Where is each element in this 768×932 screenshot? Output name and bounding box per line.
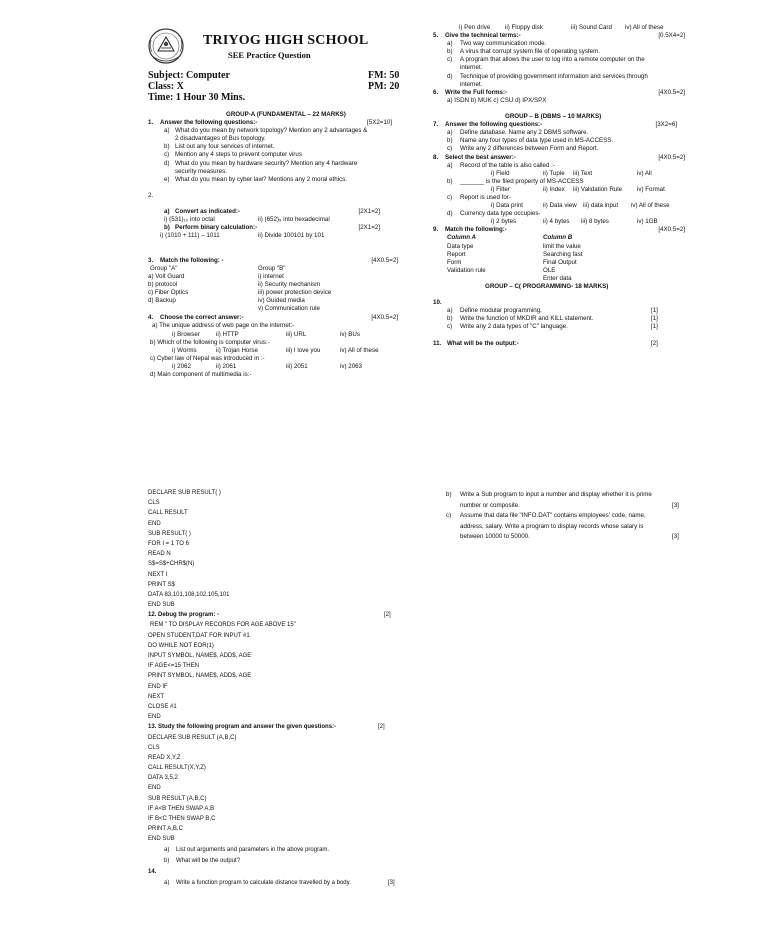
mcq-option: iii) Text — [573, 169, 593, 177]
question-marks: [1] — [651, 307, 658, 315]
question-marks: [2] — [384, 612, 391, 619]
item-letter: c) — [447, 56, 453, 64]
item-letter: c) — [447, 323, 453, 331]
item-text: Report is used for- — [460, 193, 511, 201]
mcq-option: ii) Floppy disk — [505, 24, 543, 31]
code-line: IF A<B THEN SWAP A,B — [148, 805, 215, 812]
question-marks: [4X0.5=2] — [371, 314, 398, 322]
item-letter: a) — [164, 208, 170, 216]
mcq-option: iii) URL — [286, 330, 307, 338]
class-line: Class: X — [148, 81, 184, 92]
item-text: List out any four services of internet. — [175, 143, 275, 151]
question-8 — [433, 154, 685, 162]
question-marks: [3] — [672, 501, 679, 509]
mcq-option: ii) 2061 — [216, 362, 237, 370]
code-line: END — [148, 785, 161, 792]
code-line: DECLARE SUB RESULT (A,B,C) — [148, 734, 237, 741]
code-line: PRINT A,B,C — [148, 826, 183, 833]
item-letter: d) — [164, 159, 170, 167]
question-marks: [1] — [651, 323, 658, 331]
item-text: A virus that corrupt system file of operating system. — [460, 48, 600, 56]
item-letter: c) — [447, 145, 453, 153]
item-text: Write any 2 differences between Form and Report. — [460, 145, 599, 153]
match-a-item: d) Backup — [148, 297, 176, 305]
item-text: Write any 2 data types of "C" language. — [460, 323, 568, 331]
item-text-cont: between 10000 to 50000. — [460, 533, 530, 540]
match-a-item: a) Volt Guard — [148, 272, 185, 280]
time-line: Time: 1 Hour 30 Mins. — [148, 92, 246, 103]
question-number: 2. — [148, 191, 154, 199]
code-line: CALL RESULT(X,Y,Z) — [148, 765, 206, 772]
question-text: What will be the output:- — [447, 339, 519, 347]
item-letter: a) — [447, 161, 453, 169]
pass-marks: PM: 20 — [368, 81, 400, 92]
item-text: _______ is the filed property of MS-ACCESS — [460, 177, 584, 185]
code-line: IF AGE<=15 THEN — [148, 663, 199, 670]
option: ii) Divide 100101 by 101 — [258, 232, 325, 240]
question-marks: [4X0.5=2] — [658, 153, 685, 161]
question-number: 7. — [433, 121, 439, 129]
match-b-item: Searching fast — [543, 250, 583, 258]
match-b-item: i) internet — [258, 272, 284, 280]
mcq-option: iii) 8 bytes — [581, 218, 609, 226]
school-name: TRIYOG HIGH SCHOOL — [203, 33, 369, 48]
code-line: END IF — [148, 683, 168, 690]
item-letter: c) — [164, 151, 170, 159]
question-marks: [4X0.5=2] — [371, 256, 398, 264]
item-letter: b) — [164, 143, 170, 151]
mcq-option: iii) I love you — [286, 346, 321, 354]
question-marks: [4X0.5=2] — [658, 226, 685, 234]
match-a-item: Validation rule — [447, 266, 486, 274]
code-line: DECLARE SUB RESULT( ) — [148, 490, 221, 496]
match-b-item: v) Communication rule — [258, 305, 320, 313]
group-a-heading: GROUP-A (FUNDAMENTAL – 22 MARKS) — [226, 111, 346, 118]
item-text: Record of the table is also called :- — [460, 161, 555, 169]
item-letter: a) — [164, 127, 170, 135]
item-letter: b) — [164, 224, 170, 232]
code-line: END — [148, 714, 161, 721]
item-text: What will be the output? — [176, 857, 241, 864]
question-text: Match the following: - — [160, 256, 224, 264]
code-line: SUB RESULT (A,B,C) — [148, 795, 207, 802]
mcq-option: ii) HTTP — [216, 330, 239, 338]
match-a-item: c) Fiber Optics — [148, 289, 189, 297]
question-text: Write the Full forms:- — [445, 88, 508, 96]
question-1 — [146, 119, 398, 127]
item-letter: b) — [447, 177, 453, 185]
item-text: What do you mean by hardware security? Mention any 4 hardware — [175, 159, 358, 167]
item-text: What do you mean by cyber law? Mentions any 2 moral ethics. — [175, 175, 347, 183]
mcq-option: iv) Format — [637, 185, 665, 193]
match-b-item: iv) Guided media — [258, 297, 305, 305]
question-number: 4. — [148, 314, 154, 322]
mcq-stem: c) Cyber law of Nepal was introduced in :- — [150, 354, 265, 362]
mcq-option: iii) Sound Card — [571, 24, 612, 31]
option: ii) (652)₈ into hexadecimal — [258, 216, 330, 224]
mcq-option: iv) 1GB — [637, 218, 658, 226]
item-text: Name any four types of data type used in MS-ACCESS. — [460, 137, 614, 145]
match-b-item: OLE — [543, 266, 556, 274]
code-line: REM " TO DISPLAY RECORDS FOR AGE ABOVE 15" — [150, 622, 296, 629]
code-line: OPEN STUDENT.DAT FOR INPUT #1 — [148, 632, 250, 639]
mcq-option: i) Worms — [172, 346, 197, 354]
item-letter: a) — [164, 846, 170, 853]
question-5 — [433, 32, 685, 40]
item-text: Convert as indicated:- — [175, 208, 240, 216]
match-b-item: limit the value — [543, 242, 581, 250]
question-number: 9. — [433, 226, 439, 234]
mcq-option: ii) 4 bytes — [543, 218, 570, 226]
mcq-option: iii) 2051 — [286, 362, 308, 370]
question-6 — [433, 89, 685, 97]
item-text-cont: 2 disadvantages of Bus topology. — [175, 135, 266, 143]
code-line: DATA 3,5,2 — [148, 775, 178, 782]
question-number: 14. — [148, 868, 157, 875]
question-number: 10. — [433, 299, 442, 307]
code-line: CLS — [148, 500, 160, 507]
item-text-cont: internet. — [460, 80, 483, 88]
code-line: IF B<C THEN SWAP B,C — [148, 816, 216, 822]
mcq-option: ii) Tuple — [543, 169, 565, 177]
code-line: DO WHILE NOT EOR(1) — [148, 642, 214, 649]
item-text: Mention any 4 steps to prevent computer virus — [175, 151, 302, 159]
group-b-label: Group "B" — [258, 264, 286, 272]
item-letter: d) — [447, 210, 453, 218]
item-letter: b) — [164, 857, 170, 864]
code-line: READ X,Y,Z — [148, 754, 181, 761]
left-top-column — [146, 111, 398, 379]
group-c-heading: GROUP – C( PROGRAMMING- 18 MARKS) — [485, 283, 609, 290]
item-letter: a) — [447, 129, 453, 137]
item-letter: a) — [164, 879, 170, 886]
item-letter: e) — [164, 175, 170, 183]
question-marks: [1] — [651, 315, 658, 323]
right-top-column — [433, 24, 685, 348]
code-line: CLOSE #1 — [148, 703, 177, 710]
bottom-right-column — [446, 490, 686, 543]
code-line: CLS — [148, 744, 160, 751]
mcq-option: iii) data input — [583, 202, 619, 210]
item-text-cont: address, salary. Write a program to display records whose salary is — [460, 522, 644, 530]
question-11 — [433, 340, 685, 348]
question-text: 12. Debug the program: - — [148, 612, 220, 619]
mcq-stem: b) Which of the following is computer virus:- — [150, 338, 270, 346]
question-7 — [433, 121, 685, 129]
option: i) (1010 + 111) – 1011 — [160, 232, 220, 240]
mcq-option: iv) 2063 — [340, 362, 363, 370]
item-text: Technique of providing government information and services through — [460, 72, 648, 80]
match-b-item: ii) Security mechanism — [258, 280, 321, 288]
question-number: 5. — [433, 32, 439, 40]
match-b-item: iii) power protection device — [258, 289, 332, 297]
question-text: Answer the following questions:- — [445, 121, 543, 129]
item-text: List out arguments and parameters in the above program. — [176, 846, 330, 853]
item-letter: a) — [447, 40, 453, 48]
code-line: DATA 83,101,108,102,105,101 — [148, 591, 230, 598]
question-marks: [5X2=10] — [367, 119, 392, 127]
full-form-items: a) ISDN b) MUK c) CSU d) IPX/SPX — [447, 96, 547, 104]
item-text: Write a function program to calculate distance travelled by a body. — [176, 879, 351, 886]
code-line: SUB RESULT( ) — [148, 530, 191, 537]
code-line: PRINT SYMBOL, NAME$, ADD$, AGE — [148, 673, 252, 680]
code-line: END SUB — [148, 602, 175, 609]
code-line: CALL RESULT — [148, 510, 188, 517]
question-marks: [2] — [651, 339, 658, 347]
item-text: A program that allows the user to log into a remote computer on the — [460, 56, 645, 64]
mcq-option: ii) Trojan Horse — [216, 346, 258, 354]
item-letter: c) — [447, 193, 453, 201]
code-line: END SUB — [148, 836, 175, 843]
item-letter: a) — [447, 307, 453, 315]
mcq-option: iv) All of these — [631, 202, 670, 210]
item-letter: b) — [447, 137, 453, 145]
item-text: Write the function of MKDIR and KILL statement. — [460, 315, 594, 323]
item-letter: c) — [446, 512, 452, 519]
question-text: Choose the correct answer:- — [160, 314, 244, 322]
code-line: READ N — [148, 551, 171, 558]
question-marks: [0.5X4=2] — [658, 32, 685, 40]
question-marks: [3] — [388, 879, 395, 886]
item-text: Two way communication mode. — [460, 40, 547, 48]
question-marks: [2X1=2] — [358, 208, 380, 216]
mcq-option: iv) BUs — [340, 330, 360, 338]
mcq-option: iv) All of these — [625, 24, 664, 31]
question-9 — [433, 226, 685, 234]
item-text: Define database. Name any 2 DBMS software. — [460, 129, 589, 137]
mcq-option: i) Filter — [491, 185, 510, 193]
item-letter: b) — [447, 48, 453, 56]
question-13 — [148, 722, 408, 732]
question-marks: [2] — [378, 724, 385, 731]
mcq-stem: a) The unique address of web page on the internet:- — [152, 322, 295, 330]
code-line: END — [148, 520, 161, 527]
question-marks: [4X0.5=2] — [658, 88, 685, 96]
question-marks: [3] — [672, 533, 679, 540]
question-number: 8. — [433, 153, 439, 161]
group-a-label: Group "A" — [150, 264, 178, 272]
mcq-option: i) Browser — [172, 330, 200, 338]
item-letter: b) — [446, 491, 452, 498]
mcq-option: ii) Data view — [543, 202, 577, 210]
match-b-item: Enter data — [543, 274, 572, 282]
match-b-item: Final Output — [543, 258, 577, 266]
match-a-item: Data type — [447, 242, 474, 250]
item-text-cont: internet. — [460, 64, 483, 72]
mcq-option: iii) Validation Rule — [573, 185, 623, 193]
item-letter: b) — [447, 315, 453, 323]
question-text: Match the following:- — [445, 226, 507, 234]
code-line: PRINT S$ — [148, 581, 175, 588]
item-text: What do you mean by network topology? Mention any 2 advantages & — [175, 127, 368, 135]
column-a-label: Column A — [447, 234, 476, 242]
question-number: 1. — [148, 119, 154, 127]
mcq-option: iv) All — [637, 169, 652, 177]
item-text: Write a Sub program to input a number and display whether it is prime — [460, 491, 652, 498]
match-a-item: Form — [447, 258, 462, 266]
full-marks: FM: 50 — [368, 70, 400, 81]
question-text: Select the best answer:- — [445, 153, 516, 161]
question-marks: [2X1=2] — [358, 224, 380, 232]
mcq-stem: d) Main component of multimedia is:- — [150, 371, 252, 378]
mcq-option: i) Pen drive — [459, 24, 491, 31]
subject-line: Subject: Computer — [148, 70, 230, 81]
question-number: 6. — [433, 88, 439, 96]
mcq-option: i) Field — [491, 169, 510, 177]
exam-subtitle: SEE Practice Question — [228, 50, 311, 60]
item-text: Define modular programming. — [460, 307, 542, 315]
question-number: 3. — [148, 256, 154, 264]
question-4 — [146, 314, 398, 322]
option: i) (531)₁₀ into octal — [164, 216, 215, 224]
mcq-option: i) Data print — [491, 202, 523, 210]
question-2a — [146, 208, 398, 216]
question-12 — [148, 610, 408, 620]
code-line: NEXT — [148, 693, 165, 700]
mcq-option: ii) Index — [543, 185, 565, 193]
code-line: NEXT I — [148, 571, 168, 578]
item-text: Currency data type occupies- — [460, 210, 541, 218]
question-number: 11. — [433, 339, 442, 347]
group-b-heading: GROUP – B (DBMS – 10 MARKS) — [505, 113, 602, 121]
item-text-cont: security measures. — [175, 167, 227, 175]
mcq-option: i) 2062 — [172, 362, 191, 370]
item-letter: d) — [447, 72, 453, 80]
question-marks: [3X2=6] — [655, 121, 677, 129]
code-line: INPUT SYMBOL, NAME$, ADD$, AGE — [148, 653, 252, 659]
item-text-cont: number or composite. — [460, 501, 520, 509]
question-text: Give the technical terms:- — [445, 32, 521, 40]
question-3 — [146, 257, 398, 265]
bottom-left-column — [148, 488, 408, 889]
item-text: Perform binary calculation:- — [175, 224, 258, 232]
code-line: S$=S$+CHR$(N) — [148, 561, 195, 568]
mcq-option: i) 2 bytes — [491, 218, 517, 226]
item-text: Assume that data file "INFO.DAT" contains employees' code, name, — [460, 512, 646, 519]
match-a-item: Report — [447, 250, 466, 258]
match-a-item: b) protocol — [148, 280, 178, 288]
mcq-option: iv) All of these — [340, 346, 379, 354]
school-logo-icon — [146, 26, 186, 66]
question-text: Answer the following questions:- — [160, 119, 258, 127]
question-2b — [146, 224, 398, 232]
code-line: FOR I = 1 TO 6 — [148, 540, 189, 547]
question-text: 13. Study the following program and answer the given questions:- — [148, 724, 337, 731]
column-b-label: Column B — [543, 234, 573, 242]
